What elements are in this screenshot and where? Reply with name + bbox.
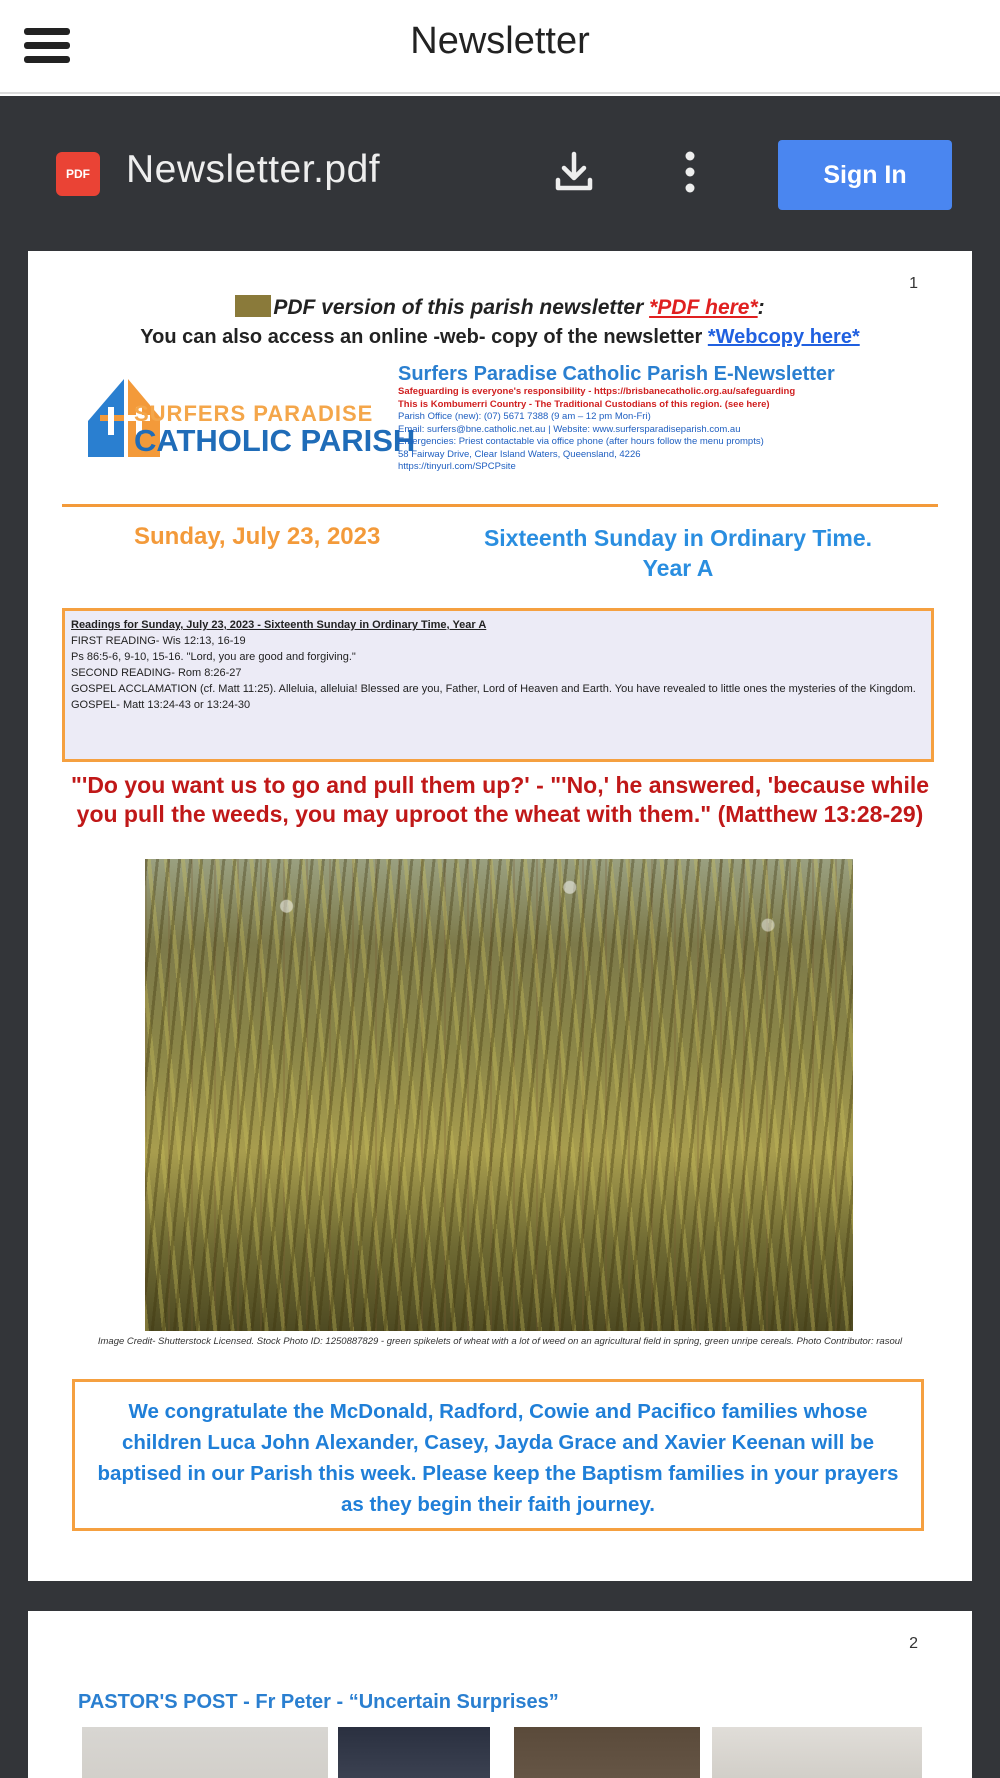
office-text: Parish Office (new): (07) 5671 7388 (9 am – 12 pm Mon-Fri) [398, 411, 651, 422]
safeguarding-text: Safeguarding is everyone's responsibility - https://brisbanecatholic.org.au/safeguarding [398, 386, 796, 397]
email-text: Email: surfers@bne.catholic.net.au | Website: www.surfersparadiseparish.com.au [398, 423, 741, 435]
pdf-file-icon: PDF [56, 152, 100, 196]
pdf-page-2 [28, 1611, 972, 1778]
webcopy-line-text: You can also access an online -web- copy of the newsletter [140, 326, 708, 348]
pdf-line-text: PDF version of this parish newsletter [273, 296, 650, 319]
wheat-field-image [145, 859, 853, 1331]
pdf-page-1 [28, 251, 972, 1581]
file-name: Newsletter.pdf [126, 148, 381, 191]
pdf-viewer[interactable] [0, 96, 1000, 1778]
readings-box [62, 608, 934, 762]
webcopy-line [28, 326, 972, 349]
country-text: This is Kombumerri Country - The Traditional Custodians of this region. (see here) [398, 398, 770, 410]
enews-title: Surfers Paradise Catholic Parish E-Newsletter [398, 363, 835, 385]
download-icon[interactable] [552, 148, 596, 196]
pdf-line-suffix: : [757, 296, 765, 319]
pdf-here-link[interactable]: *PDF here* [649, 296, 758, 319]
gospel-acclamation: GOSPEL ACCLAMATION (cf. Matt 11:25). Alleluia, alleluia! Blessed are you, Father, Lord of Heaven and Earth. You have revealed to little ones the mysteries of the Kingdom. [71, 683, 916, 695]
webcopy-here-link[interactable]: *Webcopy here* [707, 326, 860, 348]
page-number: 1 [909, 275, 918, 292]
baptism-congratulations: We congratulate the McDonald, Radford, Cowie and Pacifico families whose children Luca John Alexander, Casey, Jayda Grace and Xavier Keenan will be baptised in our Parish this week. Please keep the Baptism families in your prayers as they begin their faith journey. [72, 1379, 924, 1531]
viewer-toolbar [0, 96, 1000, 246]
address-text: 58 Fairway Drive, Clear Island Waters, Queensland, 4226 [398, 448, 641, 460]
emergencies-text: Emergencies: Priest contactable via office phone (after hours follow the menu prompts) [398, 436, 764, 447]
psalm: Ps 86:5-6, 9-10, 15-16. "Lord, you are good and forgiving." [71, 651, 356, 663]
photo-thumbnail [82, 1727, 328, 1778]
pdf-version-line [28, 295, 972, 320]
gospel-reading: GOSPEL- Matt 13:24-43 or 13:24-30 [71, 699, 251, 711]
image-credit: Image Credit- Shutterstock Licensed. Stock Photo ID: 1250887829 - green spikelets of wheat with a lot of weed on an agricultural field in spring, green unripe cereals. Photo Contributor: rasoul [97, 1336, 903, 1347]
app-bar [0, 0, 1000, 94]
pdf-mini-icon [235, 295, 271, 317]
page-number: 2 [909, 1635, 918, 1652]
pastor-post-heading: PASTOR'S POST - Fr Peter - “Uncertain Surprises” [78, 1691, 559, 1713]
first-reading: FIRST READING- Wis 12:13, 16-19 [71, 635, 246, 647]
sign-in-button[interactable]: Sign In [778, 140, 952, 210]
newsletter-date: Sunday, July 23, 2023 [134, 523, 381, 550]
logo-line-2: CATHOLIC PARISH [134, 423, 416, 458]
tinyurl-link[interactable]: https://tinyurl.com/SPCPsite [398, 461, 516, 472]
photo-thumbnail [338, 1727, 490, 1778]
pastor-photos [82, 1727, 922, 1778]
photo-thumbnail [712, 1727, 922, 1778]
sunday-title: Sixteenth Sunday in Ordinary Time. Year A [483, 525, 873, 581]
divider [62, 504, 938, 507]
more-options-icon[interactable] [676, 148, 704, 196]
parish-info [398, 363, 918, 474]
logo-line-1: SURFERS PARADISE [134, 401, 374, 426]
scripture-quote: "'Do you want us to go and pull them up?' - "'No,' he answered, 'because while you pull the weeds, you may uproot the wheat with them." (Matthew 13:28-29) [70, 772, 930, 827]
readings-heading: Readings for Sunday, July 23, 2023 - Sixteenth Sunday in Ordinary Time, Year A [71, 619, 487, 631]
app-title: Newsletter [410, 20, 590, 62]
second-reading: SECOND READING- Rom 8:26-27 [71, 667, 242, 679]
photo-thumbnail [514, 1727, 700, 1778]
